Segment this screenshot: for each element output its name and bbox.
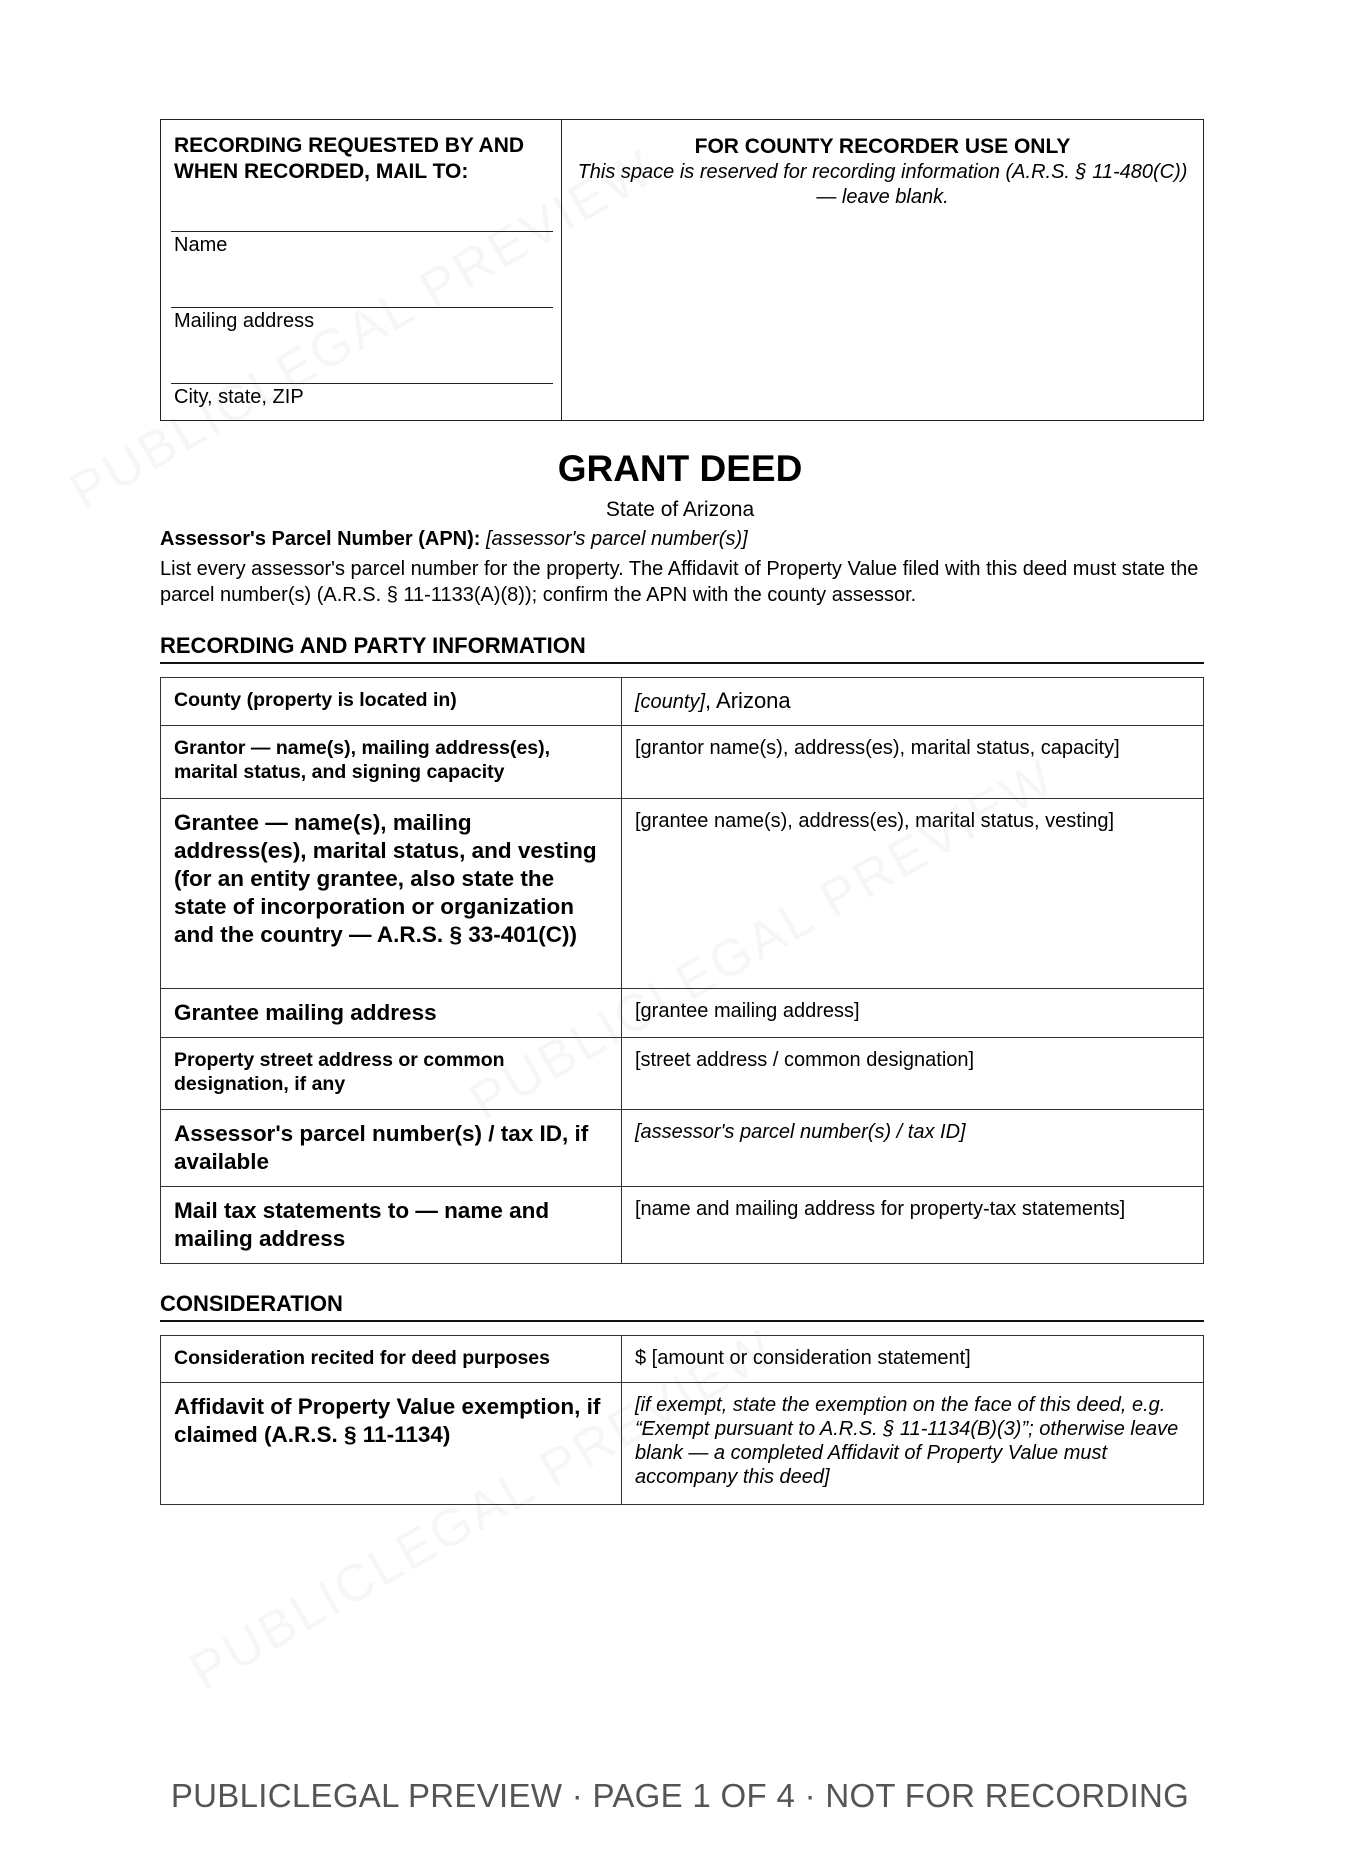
apn-note: List every assessor's parcel number for the property. The Affidavit of Property Value filed with this deed must state the parcel number(s) (A.R.S. § 11-1133(A)(8)); confirm the APN with the county assessor. <box>160 558 1199 606</box>
row-label: Consideration recited for deed purposes <box>161 1336 622 1383</box>
row-value[interactable]: [grantee name(s), address(es), marital status, vesting] <box>622 799 1204 989</box>
county-state: , Arizona <box>705 688 791 713</box>
row-value[interactable]: [if exempt, state the exemption on the face of this deed, e.g. “Exempt pursuant to A.R.S. § 11-1134(B)(3)”; otherwise leave blank — a completed Affidavit of Property Value must accompany this deed] <box>622 1383 1204 1505</box>
recorder-use-title: FOR COUNTY RECORDER USE ONLY <box>694 135 1071 158</box>
address-label: Mailing address <box>174 310 315 332</box>
recording-box <box>160 119 1204 421</box>
consideration-table <box>160 1335 1204 1505</box>
row-value[interactable]: [grantor name(s), address(es), marital status, capacity] <box>622 726 1204 799</box>
document-subtitle: State of Arizona <box>605 498 755 521</box>
table-row <box>161 678 1204 726</box>
section-heading-consideration: CONSIDERATION <box>160 1291 1204 1322</box>
page-footer: PUBLICLEGAL PREVIEW · PAGE 1 OF 4 · NOT FOR RECORDING <box>170 1777 1190 1814</box>
row-value[interactable]: [grantee mailing address] <box>622 989 1204 1038</box>
city-label: City, state, ZIP <box>174 386 304 408</box>
name-label: Name <box>174 234 228 256</box>
apn-label: Assessor's Parcel Number (APN): <box>160 528 481 550</box>
row-value[interactable] <box>622 678 1204 726</box>
row-value[interactable]: [assessor's parcel number(s) / tax ID] <box>622 1110 1204 1187</box>
apn-line <box>160 528 748 551</box>
city-line[interactable] <box>171 383 553 384</box>
row-label: Assessor's parcel number(s) / tax ID, if available <box>161 1110 622 1187</box>
row-label: Grantee mailing address <box>161 989 622 1038</box>
table-row <box>161 799 1204 989</box>
apn-value: [assessor's parcel number(s)] <box>486 528 748 550</box>
row-label: County (property is located in) <box>161 678 622 726</box>
mail-to-section <box>161 120 562 420</box>
row-label: Affidavit of Property Value exemption, if claimed (A.R.S. § 11-1134) <box>161 1383 622 1505</box>
row-label: Grantee — name(s), mailing address(es), marital status, and vesting (for an entity grantee, also state the state of incorporation or organization and the country — A.R.S. § 33-401(C)) <box>161 799 622 989</box>
row-label: Mail tax statements to — name and mailing address <box>161 1187 622 1264</box>
recorder-use-note: This space is reserved for recording information (A.R.S. § 11-480(C)) — leave blank. <box>577 161 1188 208</box>
recorder-use-section <box>562 120 1203 420</box>
table-row <box>161 1383 1204 1505</box>
row-label: Property street address or common designation, if any <box>161 1038 622 1110</box>
table-row <box>161 1038 1204 1110</box>
section-heading-party: RECORDING AND PARTY INFORMATION <box>160 633 1204 664</box>
row-value[interactable]: $ [amount or consideration statement] <box>622 1336 1204 1383</box>
mail-to-title: RECORDING REQUESTED BY AND WHEN RECORDED, MAIL TO: <box>174 134 525 183</box>
row-label: Grantor — name(s), mailing address(es), marital status, and signing capacity <box>161 726 622 799</box>
table-row <box>161 1336 1204 1383</box>
table-row <box>161 989 1204 1038</box>
row-value[interactable]: [street address / common designation] <box>622 1038 1204 1110</box>
county-placeholder: [county] <box>635 691 706 713</box>
document-title: GRANT DEED <box>557 448 803 489</box>
name-line[interactable] <box>171 231 553 232</box>
party-table <box>160 677 1204 1264</box>
table-row <box>161 1110 1204 1187</box>
address-line[interactable] <box>171 307 553 308</box>
table-row <box>161 1187 1204 1264</box>
row-value[interactable]: [name and mailing address for property-tax statements] <box>622 1187 1204 1264</box>
table-row <box>161 726 1204 799</box>
